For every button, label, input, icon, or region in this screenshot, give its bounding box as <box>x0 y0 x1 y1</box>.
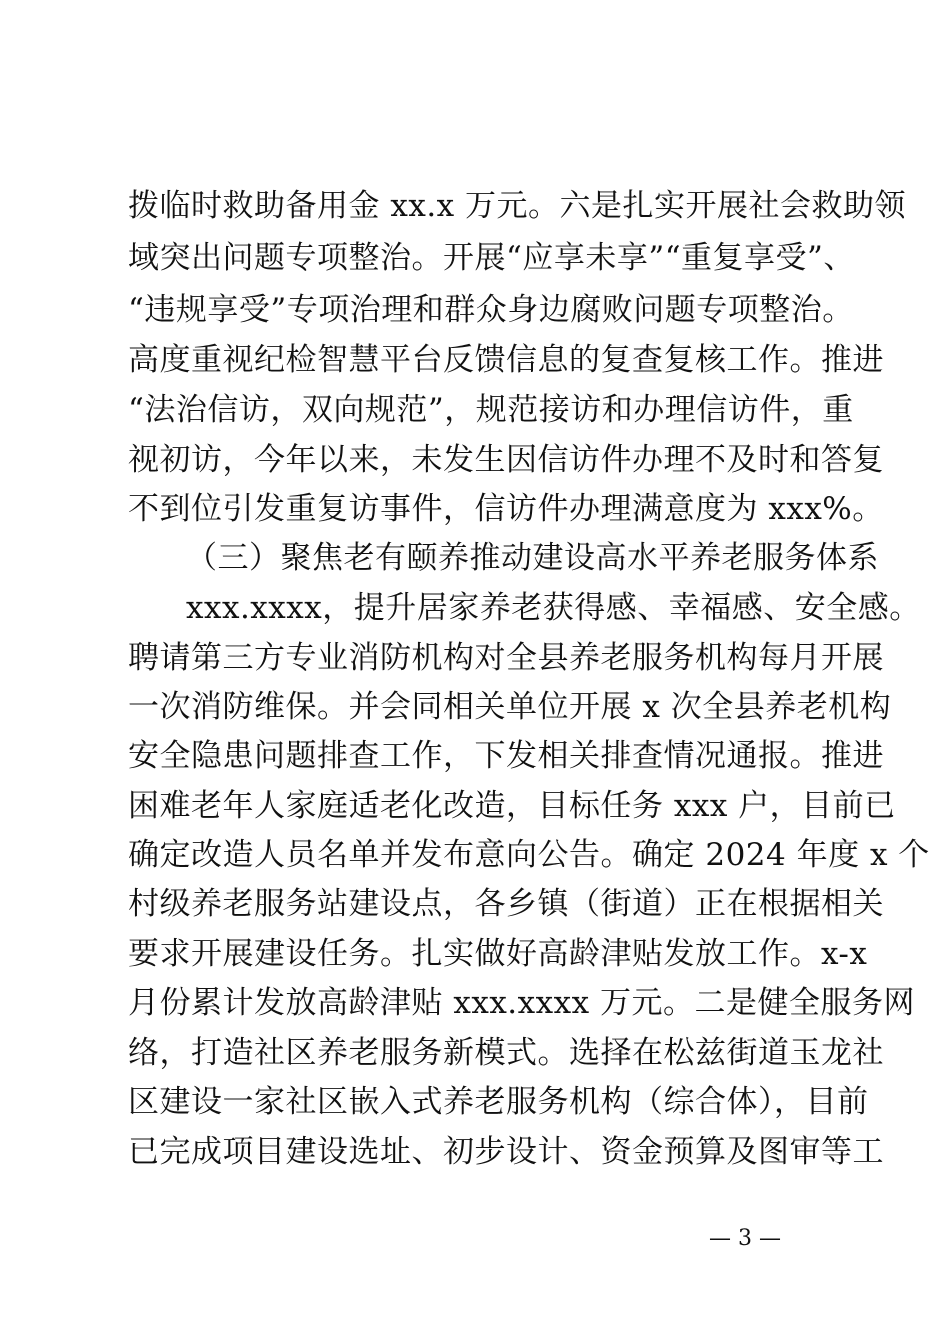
text-line: “违规享受”专项治理和群众身边腐败问题专项整治。 <box>128 292 854 328</box>
text-line-paragraph-end: 不到位引发重复访事件，信访件办理满意度为 xxx%。 <box>128 491 884 527</box>
text-line: 村级养老服务站建设点，各乡镇（街道）正在根据相关 <box>128 886 884 922</box>
text-line: 确定改造人员名单并发布意向公告。确定 2024 年度 x 个 <box>128 837 930 873</box>
text-line: 拨临时救助备用金 xx.x 万元。六是扎实开展社会救助领 <box>128 188 907 224</box>
text-line: 安全隐患问题排查工作，下发相关排查情况通报。推进 <box>128 738 884 774</box>
text-line: “法治信访，双向规范”，规范接访和办理信访件，重 <box>128 392 854 428</box>
text-line: 区建设一家社区嵌入式养老服务机构（综合体），目前 <box>128 1084 869 1120</box>
text-line: 域突出问题专项整治。开展“应享未享”“重复享受”、 <box>128 240 855 276</box>
text-line: 困难老年人家庭适老化改造，目标任务 xxx 户，目前已 <box>128 788 896 824</box>
text-line: 月份累计发放高龄津贴 xxx.xxxx 万元。二是健全服务网 <box>128 985 915 1021</box>
text-line: 络，打造社区养老服务新模式。选择在松兹街道玉龙社 <box>128 1035 884 1071</box>
paragraph-first-line: xxx.xxxx，提升居家养老获得感、幸福感、安全感。 <box>186 590 921 626</box>
text-line: 聘请第三方专业消防机构对全县养老服务机构每月开展 <box>128 640 884 676</box>
text-line: 已完成项目建设选址、初步设计、资金预算及图审等工 <box>128 1134 884 1170</box>
page-number: — 3 — <box>709 1226 781 1251</box>
text-line: 视初访，今年以来，未发生因信访件办理不及时和答复 <box>128 442 884 478</box>
text-line: 要求开展建设任务。扎实做好高龄津贴发放工作。x-x <box>128 936 868 972</box>
text-line: 一次消防维保。并会同相关单位开展 x 次全县养老机构 <box>128 689 892 725</box>
text-line: 高度重视纪检智慧平台反馈信息的复查复核工作。推进 <box>128 342 884 378</box>
section-heading: （三）聚焦老有颐养推动建设高水平养老服务体系 <box>186 540 879 576</box>
